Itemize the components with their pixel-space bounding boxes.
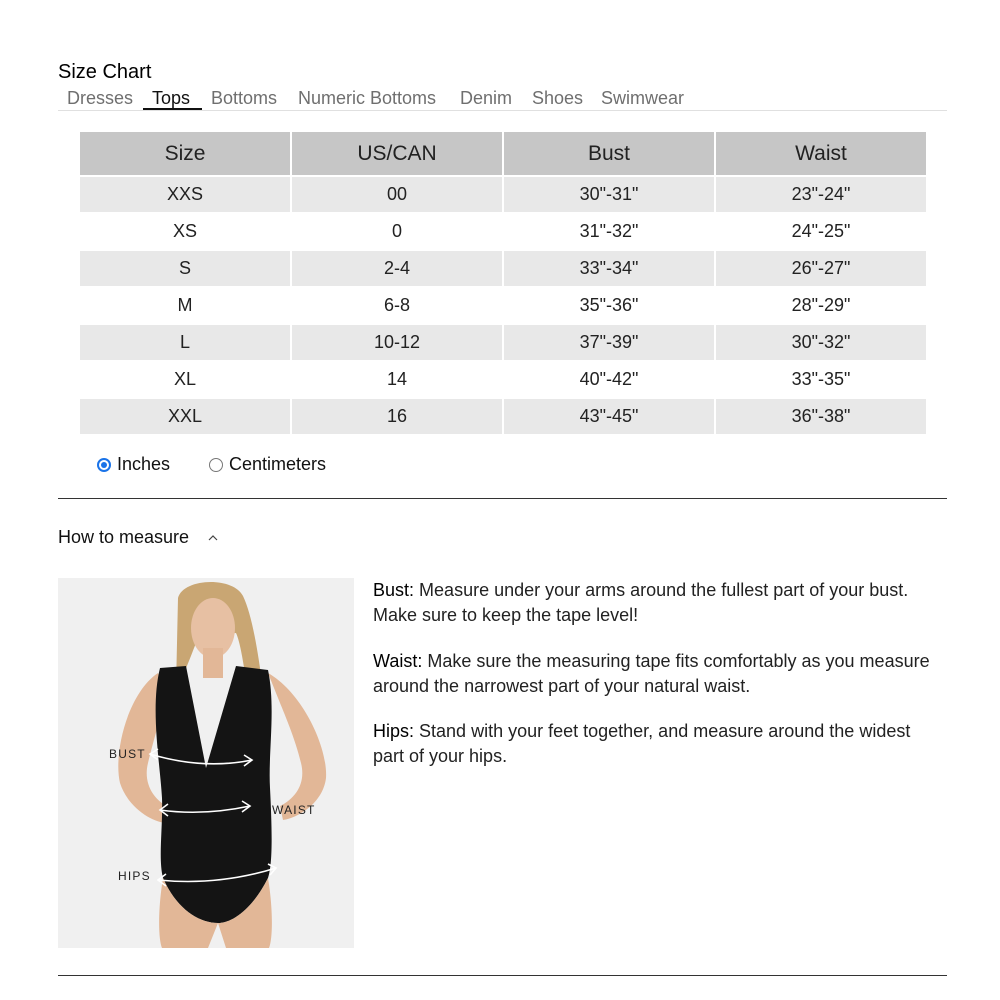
table-row	[80, 362, 926, 397]
hips-instructions	[373, 719, 943, 769]
radio-centimeters[interactable]	[209, 458, 223, 472]
tab-numeric-bottoms[interactable]: Numeric Bottoms	[298, 88, 437, 108]
hips-description: Stand with your feet together, and measure around the widest part of your hips.	[373, 721, 911, 766]
cell-size: S	[80, 251, 290, 286]
cell-size: XS	[80, 214, 290, 249]
unit-option-inches[interactable]	[97, 454, 170, 475]
cell-us-can: 16	[292, 399, 502, 434]
measurement-model-image	[58, 578, 354, 948]
tab-swimwear[interactable]: Swimwear	[601, 88, 685, 108]
cell-waist: 23"-24"	[716, 177, 926, 212]
size-table	[78, 130, 928, 436]
radio-inches[interactable]	[97, 458, 111, 472]
unit-label-centimeters: Centimeters	[229, 454, 327, 474]
size-category-tabs	[58, 86, 947, 111]
hips-image-label: HIPS	[118, 869, 151, 883]
table-row	[80, 288, 926, 323]
cell-size: XXS	[80, 177, 290, 212]
tab-dresses[interactable]: Dresses	[67, 88, 134, 108]
cell-waist: 26"-27"	[716, 251, 926, 286]
how-to-measure-toggle[interactable]	[58, 527, 219, 548]
waist-image-label: WAIST	[272, 803, 316, 817]
cell-size: XXL	[80, 399, 290, 434]
cell-bust: 33"-34"	[504, 251, 714, 286]
cell-us-can: 00	[292, 177, 502, 212]
table-header-row	[80, 132, 926, 175]
cell-bust: 31"-32"	[504, 214, 714, 249]
cell-us-can: 2-4	[292, 251, 502, 286]
table-row	[80, 177, 926, 212]
hips-term: Hips:	[373, 721, 415, 741]
column-header-bust: Bust	[504, 132, 714, 175]
cell-size: XL	[80, 362, 290, 397]
table-row	[80, 325, 926, 360]
how-to-measure-label: How to measure	[58, 527, 190, 547]
cell-waist: 36"-38"	[716, 399, 926, 434]
bust-description: Measure under your arms around the fullest part of your bust. Make sure to keep the tape level!	[373, 580, 909, 625]
column-header-size: Size	[80, 132, 290, 175]
cell-us-can: 10-12	[292, 325, 502, 360]
cell-waist: 30"-32"	[716, 325, 926, 360]
cell-bust: 30"-31"	[504, 177, 714, 212]
tab-bottoms[interactable]: Bottoms	[211, 88, 278, 108]
bust-term: Bust:	[373, 580, 415, 600]
waist-term: Waist:	[373, 651, 423, 671]
cell-bust: 35"-36"	[504, 288, 714, 323]
active-tab-underline	[143, 108, 202, 110]
tab-shoes[interactable]: Shoes	[532, 88, 584, 108]
cell-waist: 24"-25"	[716, 214, 926, 249]
column-header-us-can: US/CAN	[292, 132, 502, 175]
unit-option-centimeters[interactable]	[209, 454, 326, 475]
table-row	[80, 251, 926, 286]
bust-image-label: BUST	[109, 747, 146, 761]
waist-description: Make sure the measuring tape fits comfortably as you measure around the narrowest part of your natural waist.	[373, 651, 930, 696]
unit-label-inches: Inches	[117, 454, 171, 474]
column-header-waist: Waist	[716, 132, 926, 175]
tab-denim[interactable]: Denim	[460, 88, 513, 108]
bust-instructions	[373, 578, 943, 628]
cell-bust: 37"-39"	[504, 325, 714, 360]
chevron-up-icon	[207, 532, 219, 544]
cell-us-can: 0	[292, 214, 502, 249]
cell-waist: 33"-35"	[716, 362, 926, 397]
table-row	[80, 214, 926, 249]
cell-us-can: 6-8	[292, 288, 502, 323]
waist-instructions	[373, 649, 943, 699]
bottom-divider	[58, 975, 947, 976]
cell-bust: 40"-42"	[504, 362, 714, 397]
cell-us-can: 14	[292, 362, 502, 397]
cell-waist: 28"-29"	[716, 288, 926, 323]
table-row	[80, 399, 926, 434]
cell-bust: 43"-45"	[504, 399, 714, 434]
cell-size: M	[80, 288, 290, 323]
tab-tops[interactable]: Tops	[152, 88, 191, 108]
section-divider	[58, 498, 947, 499]
cell-size: L	[80, 325, 290, 360]
page-title: Size Chart	[58, 61, 152, 83]
